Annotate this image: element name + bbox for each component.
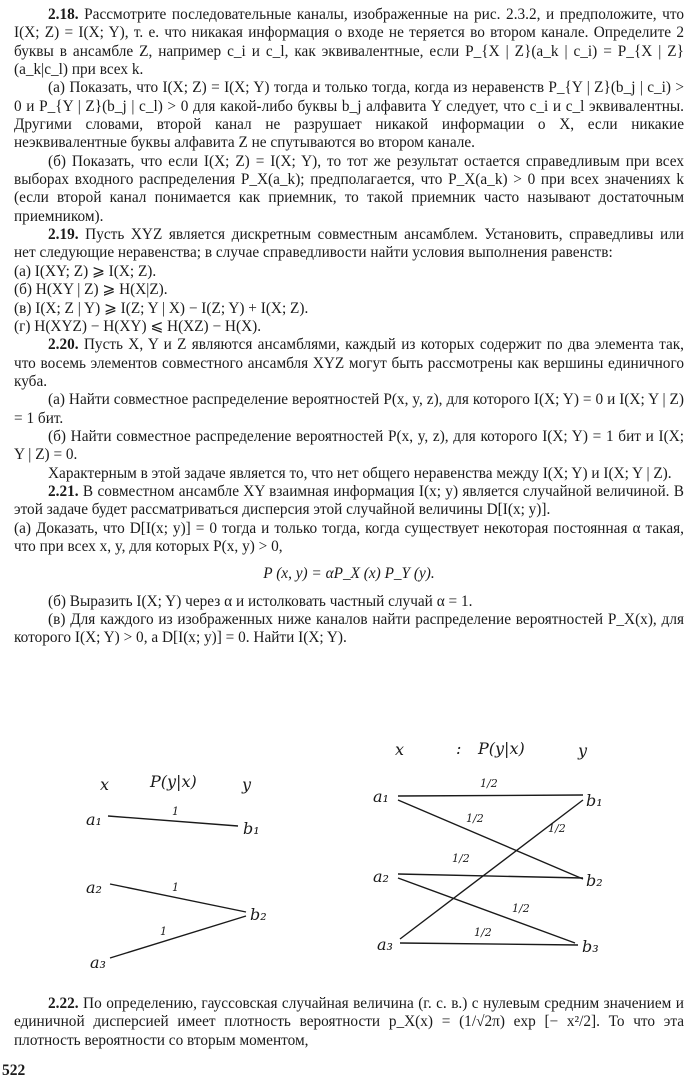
right-output-b1: b₁ (586, 791, 603, 810)
problem-2-22: 2.22. По определению, гауссовская случайная величина (г. с. в.) с нулевым средним значением и единичной дисперсией имеет плотность вероятности p_X(x) = (1/√2π) exp [− x²/2]. То что эта плотность вероятности со вторым моментом, (14, 995, 684, 1049)
left-header-p: P(y|x) (150, 772, 197, 791)
right-header-p: P(y|x) (478, 739, 525, 758)
problem-2-19-b: (б) H(XY | Z) ⩾ H(X|Z). (14, 281, 168, 299)
problem-2-21-b: (б) Выразить I(X; Y) через α и истолковать частный случай α = 1. (48, 592, 473, 610)
left-input-a3: a₃ (90, 953, 106, 972)
problem-2-19-c: (в) I(X; Z | Y) ⩾ I(Z; Y | X) − I(Z; Y) + I(X; Z). (14, 299, 309, 317)
right-label-a2-b2: 1/2 (452, 852, 470, 865)
right-label-a1-b2: 1/2 (466, 812, 484, 825)
problem-2-20: 2.20. Пусть X, Y и Z являются ансамблями, каждый из которых содержит по два элемента так, что восемь элементов совместного ансамбля XYZ могут быть рассмотрены как вершины единичного куба. (14, 336, 684, 390)
problem-2-20-a: (а) Найти совместное распределение вероятностей P(x, y, z), для которого I(X; Y) = 0 и I(X; Y | Z) = 1 бит. (14, 391, 684, 427)
problem-2-18-a: (а) Показать, что I(X; Z) = I(X; Y) тогда и только тогда, когда из неравенств P_{Y | Z}(b_j | c_i) > 0 и P_{Y | Z}(b_j | c_l) > 0 для какой-либо буквы b_j алфавита Y следует, что c_i и c_l эквивалентны. Другими словами, второй канал не разрушает никакой информации о X, если никакие неэквивалентные буквы алфавита Z не спутываются во втором канале. (14, 79, 684, 152)
right-output-b2: b₂ (586, 871, 603, 890)
right-header-y: y (578, 741, 588, 760)
left-header-y: y (242, 775, 252, 794)
problem-2-20-text: Пусть X, Y и Z являются ансамблями, каждый из которых содержит по два элемента так, что восемь элементов совместного ансамбля XYZ могут быть рассмотрены как вершины единичного куба. (14, 336, 684, 390)
right-edge-a1-b2 (398, 800, 583, 879)
left-output-b1: b₁ (243, 819, 260, 838)
problem-2-20-remark: Характерным в этой задаче является то, что нет общего неравенства между I(X; Y) и I(X; Y | Z). (48, 464, 672, 482)
right-header-x: x (395, 740, 405, 759)
problem-2-18-b: (б) Показать, что если I(X; Z) = I(X; Y), то тот же результат остается справедливым при всех выборах входного распределения P_X(a_k); предполагается, что P_X(a_k) > 0 при всех значениях k (если второй канал понимается как приемник, то такой приемник часто называют достаточным приемником). (14, 152, 684, 225)
right-input-a2: a₂ (373, 867, 389, 886)
right-header-colon: : (456, 739, 462, 758)
problem-2-18-text: Рассмотрите последовательные каналы, изображенные на рис. 2.3.2, и предположите, что I(X; Z) = I(X; Y), т. е. что никакая информация о входе не теряется во втором канале. Определите 2 буквы в ансамбле Z, например c_i и c_l, как эквивалентные, если P_{X | Z}(a_k | c_i) = P_{X | Z}(a_k|c_l) при всех k. (14, 6, 684, 79)
page-number: 522 (2, 1062, 26, 1079)
problem-2-21: 2.21. В совместном ансамбле XY взаимная информация I(x; y) является случайной величиной. В этой задаче будет рассматриваться дисперсия этой случайной величины D[I(x; y)]. (14, 482, 684, 519)
left-input-a1: a₁ (86, 810, 102, 829)
right-edge-a3-b1 (400, 800, 583, 939)
right-output-b3: b₃ (582, 937, 599, 956)
left-edge-a3-b2 (110, 916, 246, 958)
left-label-2: 1 (172, 881, 179, 894)
right-edge-a1-b1 (398, 795, 583, 796)
bottom-text (14, 995, 684, 1050)
main-text (14, 6, 684, 648)
left-label-1: 1 (172, 805, 179, 818)
problem-2-18: 2.18. Рассмотрите последовательные каналы, изображенные на рис. 2.3.2, и предположите, что I(X; Z) = I(X; Y), т. е. что никакая информация о входе не теряется во втором канале. Определите 2 буквы в ансамбле Z, например c_i и c_l, как эквивалентные, если P_{X | Z}(a_k | c_i) = P_{X | Z}(a_k|c_l) при всех k. (14, 6, 684, 79)
problem-2-21-text: В совместном ансамбле XY взаимная информация I(x; y) является случайной величиной. В этой задаче будет рассматриваться дисперсия этой случайной величины D[I(x; y)]. (14, 482, 684, 519)
problem-2-20-b: (б) Найти совместное распределение вероятностей P(x, y, z), для которого I(X; Y) = 1 бит и I(X; Y | Z) = 0. (14, 427, 684, 464)
right-edge-a3-b3 (400, 943, 578, 945)
problem-2-22-text: По определению, гауссовская случайная величина (г. с. в.) с нулевым средним значением и единичной дисперсией имеет плотность вероятности p_X(x) = (1/√2π) exp [− x²/2]. То что эта плотность вероятности со вторым моментом, (14, 995, 684, 1049)
right-label-a3-b3: 1/2 (474, 926, 492, 939)
left-input-a2: a₂ (86, 878, 102, 897)
right-input-a1: a₁ (373, 787, 389, 806)
problem-2-19-a: (а) I(XY; Z) ⩾ I(X; Z). (14, 262, 157, 280)
right-label-a3-b1: 1/2 (548, 822, 566, 835)
right-edge-a2-b2 (398, 874, 583, 878)
left-label-3: 1 (160, 925, 167, 938)
problem-2-19-text: Пусть XYZ является дискретным совместным ансамблем. Установить, справедливы или нет следующие неравенства; в случае справедливости найти условия выполнения равенств: (14, 226, 684, 262)
right-edge-a2-b3 (398, 878, 575, 943)
problem-2-21-c: (в) Для каждого из изображенных ниже каналов найти распределение вероятностей P_X(x), для которого I(X; Y) > 0, а D[I(x; y)] = 0. Найти I(X; Y). (14, 611, 684, 647)
left-edge-a1-b1 (108, 816, 238, 826)
left-edge-a2-b2 (110, 884, 246, 912)
problem-2-21-a: (а) Доказать, что D[I(x; y)] = 0 тогда и только тогда, когда существует некоторая постоянная α такая, что при всех x, y, для которых P(x, y) > 0, (14, 519, 684, 555)
problem-2-21-equation: P (x, y) = αP_X (x) P_Y (y). (263, 565, 435, 583)
right-input-a3: a₃ (377, 935, 393, 954)
right-label-a2-b3: 1/2 (512, 902, 530, 915)
right-label-a1-b1: 1/2 (480, 777, 498, 790)
left-header-x: x (100, 775, 110, 794)
problem-2-19: 2.19. Пусть XYZ является дискретным совместным ансамблем. Установить, справедливы или нет следующие неравенства; в случае справедливости найти условия выполнения равенств: (14, 226, 684, 262)
problem-2-19-d: (г) H(XYZ) − H(XY) ⩽ H(XZ) − H(X). (14, 317, 262, 335)
left-output-b2: b₂ (250, 905, 267, 924)
